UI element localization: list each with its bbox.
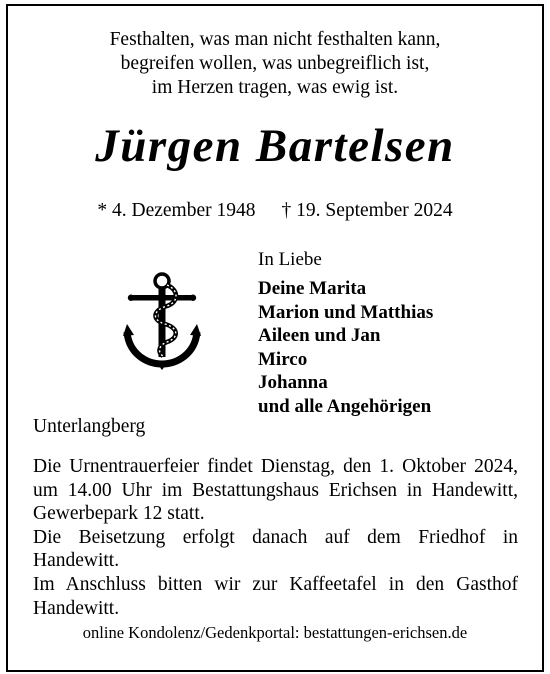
mourners-list [258, 277, 433, 418]
anchor-icon [123, 272, 201, 370]
notice-line: um 14.00 Uhr im Bestattungshaus Erichsen in Handewitt, [33, 479, 518, 501]
mourner-name: Johanna [258, 372, 328, 393]
mourner-name: und alle Angehörigen [258, 395, 432, 417]
notice-line: Die Beisetzung erfolgt danach auf dem Friedhof in [33, 526, 518, 548]
deceased-name: Jürgen Bartelsen [95, 120, 455, 172]
online-condolence: online Kondolenz/Gedenkportal: bestattungen-erichsen.de [82, 623, 468, 642]
funeral-notice [33, 455, 518, 620]
notice-line: Handewitt. [33, 597, 120, 619]
poem-line: im Herzen tragen, was ewig ist. [151, 77, 399, 98]
notice-line: Im Anschluss bitten wir zur Kaffeetafel in den Gasthof [33, 573, 518, 595]
place-name: Unterlangberg [33, 416, 146, 437]
notice-line: Gewerbepark 12 statt. [33, 503, 205, 525]
poem-line: Festhalten, was man nicht festhalten kann, [109, 29, 441, 50]
poem [0, 28, 550, 100]
mourner-name: Deine Marita [258, 278, 367, 299]
mourner-name: Aileen und Jan [258, 325, 381, 346]
mourner-name: Marion und Matthias [258, 301, 434, 323]
mourners-intro: In Liebe [258, 249, 322, 270]
birth-date: * 4. Dezember 1948 [97, 200, 256, 221]
death-date: † 19. September 2024 [281, 200, 453, 221]
mourner-name: Mirco [258, 348, 308, 370]
poem-line: begreifen wollen, was unbegreiflich ist, [120, 53, 430, 74]
notice-line: Handewitt. [33, 550, 120, 572]
life-dates [0, 199, 550, 223]
notice-line: Die Urnentrauerfeier findet Dienstag, den 1. Oktober 2024, [33, 456, 518, 477]
